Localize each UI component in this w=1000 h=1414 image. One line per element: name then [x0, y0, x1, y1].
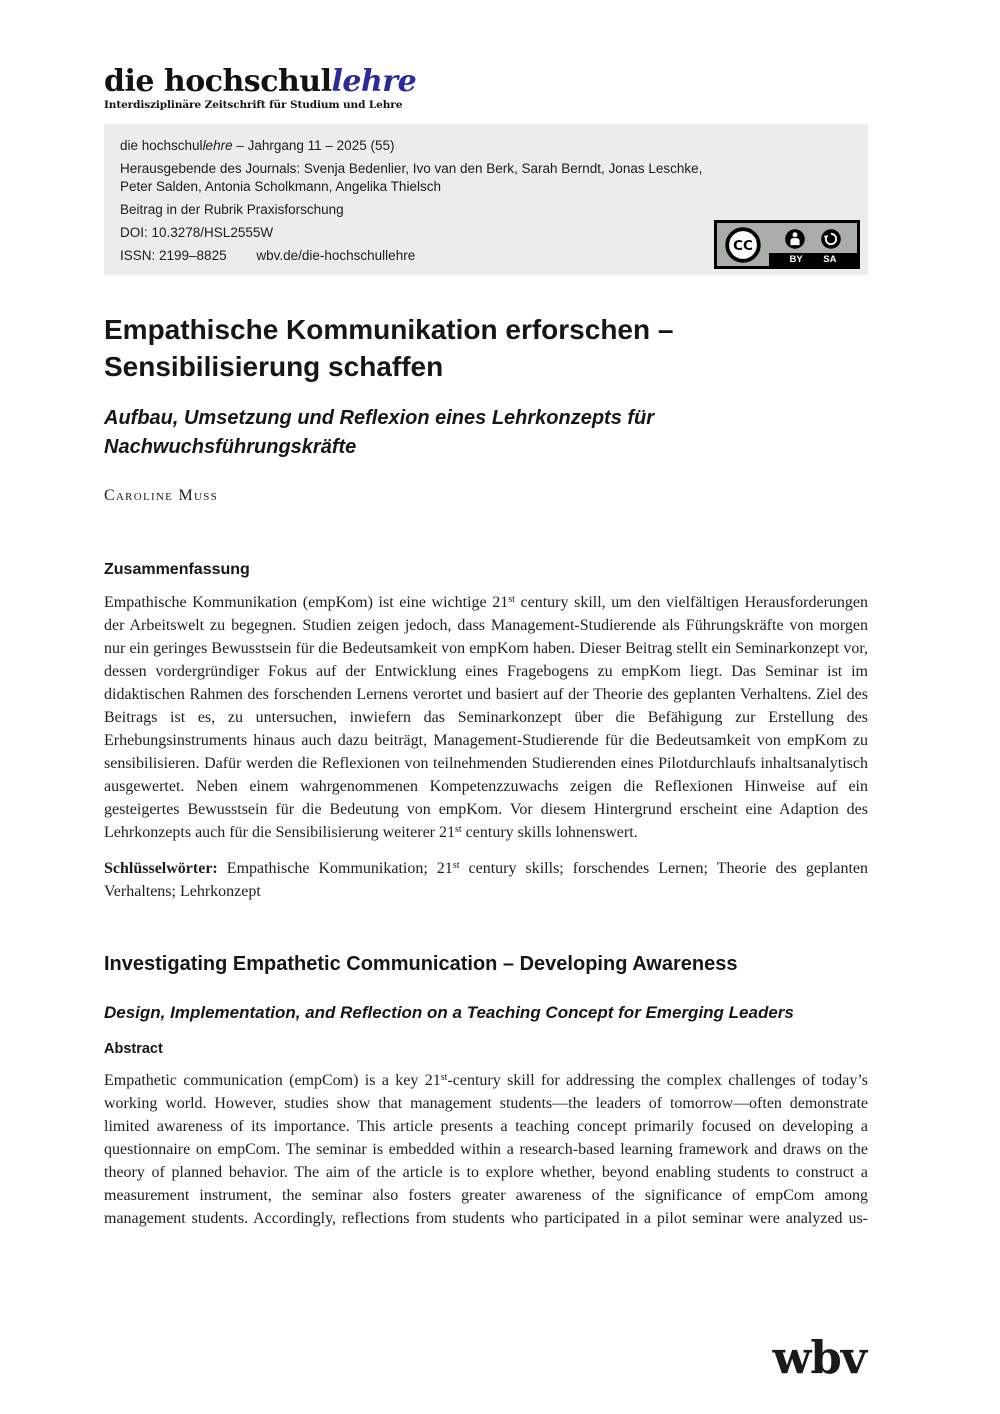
- editors-line-1: Herausgebende des Journals: Svenja Bedenlier, Ivo van den Berk, Sarah Berndt, Jonas Leschke,: [120, 161, 703, 176]
- cc-sa-label: SA: [823, 254, 837, 265]
- abstract-en-label: Abstract: [104, 1041, 163, 1057]
- cc-module-labels: [769, 253, 857, 266]
- journal-issue-line: [120, 137, 852, 155]
- superscript-st: st: [440, 1072, 448, 1083]
- keywords-de: [104, 857, 868, 903]
- superscript-st: st: [452, 860, 460, 871]
- abstract-en-seg1: Empathetic communication (empCom) is a key 21: [104, 1072, 441, 1089]
- cc-icon: [717, 223, 769, 266]
- wbv-publisher-logo: wbv: [772, 1331, 866, 1384]
- journal-url-link[interactable]: wbv.de/die-hochschullehre: [256, 248, 416, 263]
- keywords-seg1: Empathische Kommunikation; 21: [217, 860, 453, 877]
- rubric-line: Beitrag in der Rubrik Praxisforschung: [120, 202, 344, 217]
- cc-by-label: BY: [789, 254, 803, 265]
- svg-text:CC: CC: [733, 237, 753, 254]
- editors-line: [120, 160, 852, 196]
- journal-header: [104, 66, 868, 111]
- issn-number: ISSN: 2199–8825: [120, 248, 227, 263]
- cc-badge-right: [769, 223, 857, 266]
- journal-logo: [104, 66, 868, 98]
- cc-by-sa-badge[interactable]: [714, 220, 860, 269]
- abstract-en-subtitle: Design, Implementation, and Reflection on a Teaching Concept for Emerging Leaders: [104, 1003, 794, 1022]
- article-title: [104, 311, 868, 385]
- article-body: [104, 311, 868, 1230]
- author-name: Caroline Muss: [104, 487, 218, 504]
- doi-line: DOI: 10.3278/HSL2555W: [120, 225, 274, 240]
- abstract-de-seg1: Empathische Kommunikation (empKom) ist eine wichtige 21: [104, 594, 509, 611]
- article-subtitle: [104, 404, 868, 462]
- editors-line-2: Peter Salden, Antonia Scholkmann, Angelika Thielsch: [120, 179, 441, 194]
- keywords-seg2: century skills; forschendes Lernen; Theorie des geplanten Verhaltens; Lehrkonzept: [104, 860, 869, 900]
- abstract-en-seg2: -century skill for addressing the complex challenges of today’s working world. However, studies show that management students—the leaders of tomorrow—often demonstrate limited awareness of its importance. This article presents a teaching concept primarily focused on developing a questionnaire on empCom. The seminar is embedded within a research-based learning framework and draws on the theory of planned behavior. The aim of the article is to explore whether, beyond enabling students to construct a measurement instrument, the seminar also fosters greater awareness of the significance of empCom among management students. Accordingly, reflections from students who participated in a pilot seminar were analyzed us-: [104, 1072, 868, 1227]
- superscript-st: st: [508, 594, 515, 605]
- abstract-en-text: [104, 1069, 868, 1230]
- issue-journal-name: die hochschul: [120, 138, 203, 153]
- cc-sa-icon: [820, 228, 842, 250]
- abstract-de-text: [104, 591, 868, 844]
- abstract-de-seg2: century skill, um den vielfältigen Herausforderungen der Arbeitswelt zu begegnen. Studien zeigen jedoch, dass Management-Studierende als Führungskräfte von morgen nur ein geringes Bewusstsein für die Bedeutsamkeit von empKom haben. Dieser Beitrag stellt ein Seminarkonzept vor, dessen vordergründiger Fokus auf der Entwicklung eines Fragebogens zu empKom liegt. Das Seminar ist im didaktischen Rahmen des forschenden Lernens verortet und basiert auf der Theorie des geplanten Verhaltens. Ziel des Beitrags ist es, zu untersuchen, inwiefern das Seminarkonzept über die Befähigung zur Erstellung des Erhebungsinstruments hinaus auch dazu beiträgt, Management-Studierende für die Bedeutsamkeit von empKom zu sensibilisieren. Dafür werden die Reflexionen von teilnehmenden Studierenden eines Pilotdurchlaufs inhaltsanalytisch ausgewertet. Neben einem wahrgenommenen Kompetenzzuwachs zeigen die Reflexionen Hinweise auf ein gesteigertes Bewusstsein für die Bedeutung von empKom. Vor diesem Hintergrund erscheint eine Adaption des Lehrkonzepts auch für die Sensibilisierung weiterer 21: [104, 594, 868, 841]
- metadata-box: [104, 124, 868, 275]
- issue-journal-name-accent: lehre: [202, 138, 233, 153]
- journal-logo-main: die hochschul: [104, 64, 332, 99]
- abstract-de-seg3: century skills lohnenswert.: [461, 824, 638, 841]
- journal-tagline: Interdisziplinäre Zeitschrift für Studium und Lehre: [104, 99, 403, 111]
- article-subtitle-line2: Nachwuchsführungskräfte: [104, 436, 357, 458]
- superscript-st: st: [455, 824, 462, 835]
- abstract-de-heading: Zusammenfassung: [104, 561, 250, 578]
- cc-module-icons: [769, 223, 857, 253]
- article-subtitle-line1: Aufbau, Umsetzung und Reflexion eines Lehrkonzepts für: [104, 407, 655, 429]
- issue-volume: – Jahrgang 11 – 2025 (55): [232, 138, 395, 153]
- cc-by-person-icon: [784, 228, 806, 250]
- journal-logo-accent: lehre: [331, 64, 417, 99]
- article-title-line1: Empathische Kommunikation erforschen –: [104, 314, 674, 345]
- article-title-line2: Sensibilisierung schaffen: [104, 351, 444, 382]
- abstract-en-title: Investigating Empathetic Communication – Developing Awareness: [104, 953, 738, 975]
- keywords-label: Schlüsselwörter:: [104, 860, 218, 877]
